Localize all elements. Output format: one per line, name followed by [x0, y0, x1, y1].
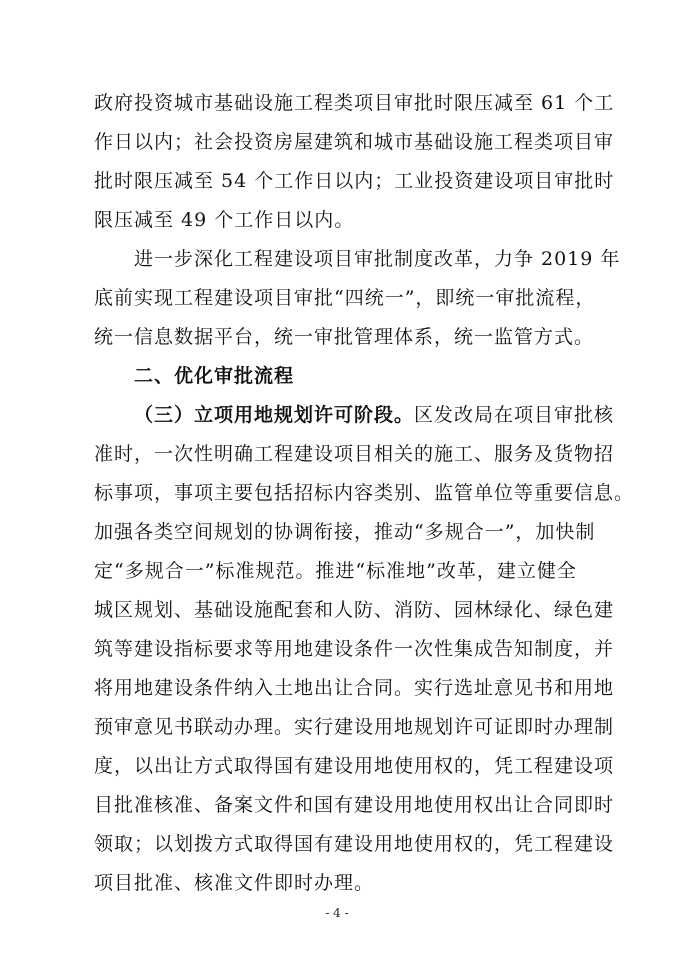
text-line: 目批准核准、备案文件和国有建设用地使用权出让合同即时: [94, 794, 615, 816]
text-line: 将用地建设条件纳入土地出让合同。实行选址意见书和用地: [94, 677, 615, 699]
text-line: 领取；以划拨方式取得国有建设用地使用权的，凭工程建设: [94, 833, 615, 855]
text-line: 标事项，事项主要包括招标内容类别、监管单位等重要信息。: [94, 482, 635, 504]
text-line: 作日以内；社会投资房屋建筑和城市基础设施工程类项目审: [94, 131, 615, 153]
text-line: 预审意见书联动办理。实行建设用地规划许可证即时办理制: [94, 716, 615, 738]
text-line: 批时限压减至 54 个工作日以内；工业投资建设项目审批时: [94, 170, 615, 192]
item-three-lead: （三）立项用地规划许可阶段。: [134, 404, 415, 426]
page-number: - 4 -: [325, 906, 349, 920]
text-line: 准时，一次性明确工程建设项目相关的施工、服务及货物招: [94, 443, 615, 465]
text-line: 底前实现工程建设项目审批“四统一”，即统一审批流程，: [94, 287, 596, 309]
text-line: 政府投资城市基础设施工程类项目审批时限压减至 61 个工: [94, 92, 615, 114]
text-line: 城区规划、基础设施配套和人防、消防、园林绿化、绿色建: [94, 599, 615, 621]
text-line: 定“多规合一”标准规范。推进“标准地”改革，建立健全: [94, 560, 577, 582]
text-line: 进一步深化工程建设项目审批制度改革，力争 2019 年: [134, 248, 621, 270]
text-line: 项目批准、核准文件即时办理。: [94, 872, 375, 894]
item-three-first-line: [134, 403, 614, 427]
section-heading: 二、优化审批流程: [134, 365, 295, 387]
text-line: 筑等建设指标要求等用地建设条件一次性集成告知制度，并: [94, 638, 615, 660]
item-three-first-line-rest: 区发改局在项目审批核: [414, 404, 615, 426]
text-line: 加强各类空间规划的协调衔接，推动“多规合一”，加快制: [94, 521, 596, 543]
text-line: 统一信息数据平台，统一审批管理体系，统一监管方式。: [94, 326, 595, 348]
text-line: 限压减至 49 个工作日以内。: [94, 209, 355, 231]
text-line: 度，以出让方式取得国有建设用地使用权的，凭工程建设项: [94, 755, 615, 777]
